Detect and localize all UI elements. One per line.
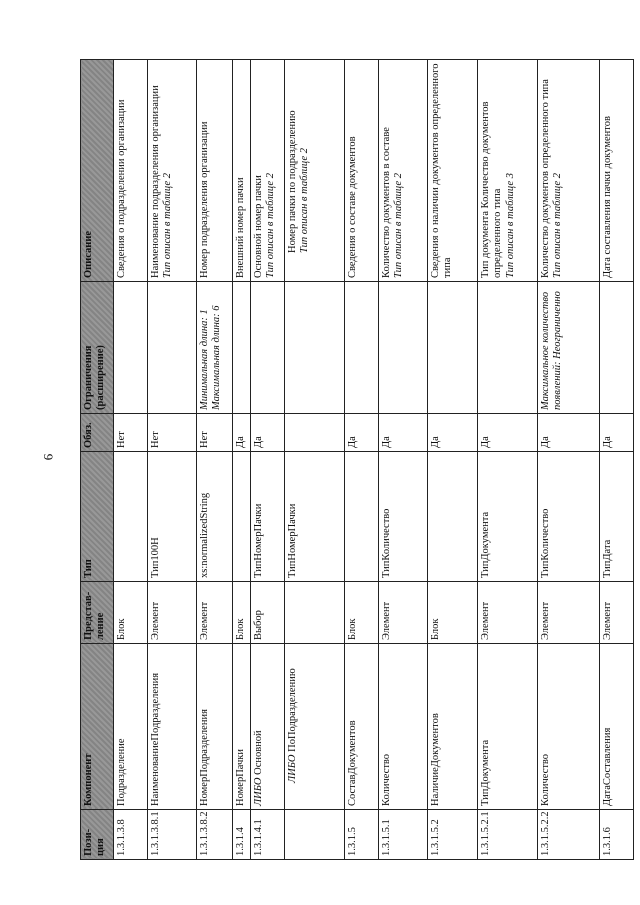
constraint-max-length: Максимальная длина: 6 xyxy=(211,305,223,410)
cell-constraints xyxy=(114,282,148,414)
cell-type: xs:normalizedString xyxy=(197,452,233,582)
cell-position: 1.3.1.4 xyxy=(233,810,251,860)
table-row xyxy=(233,60,251,860)
table-header-row xyxy=(81,60,114,860)
cell-required xyxy=(285,414,345,452)
cell-representation: Блок xyxy=(233,582,251,644)
specification-table xyxy=(80,59,634,860)
cell-representation: Элемент xyxy=(379,582,428,644)
cell-representation: Элемент xyxy=(538,582,600,644)
component-name: ПоПодразделению xyxy=(287,668,298,752)
description-text: Сведения о наличии документов определенного типа xyxy=(430,63,454,278)
cell-description xyxy=(345,60,379,282)
cell-representation: Элемент xyxy=(600,582,634,644)
cell-constraints xyxy=(233,282,251,414)
cell-representation: Элемент xyxy=(197,582,233,644)
header-required: Обяз. xyxy=(81,414,114,452)
cell-position xyxy=(285,810,345,860)
header-description: Описание xyxy=(81,60,114,282)
cell-position: 1.3.1.5.2 xyxy=(428,810,478,860)
cell-type xyxy=(345,452,379,582)
header-type: Тип xyxy=(81,452,114,582)
table-row xyxy=(428,60,478,860)
cell-position: 1.3.1.6 xyxy=(600,810,634,860)
table-row xyxy=(197,60,233,860)
cell-position: 1.3.1.3.8 xyxy=(114,810,148,860)
table-row xyxy=(148,60,197,860)
page-number: 9 xyxy=(41,453,56,461)
cell-constraints xyxy=(379,282,428,414)
cell-required: Да xyxy=(478,414,538,452)
cell-representation: Элемент xyxy=(478,582,538,644)
table-row xyxy=(379,60,428,860)
cell-description xyxy=(379,60,428,282)
component-prefix: ЛИБО xyxy=(253,777,264,806)
description-text: Количество документов определенного типа xyxy=(540,79,551,278)
description-note: Тип описан в таблице 3 xyxy=(504,173,516,278)
cell-representation: Блок xyxy=(345,582,379,644)
cell-component: Подразделение xyxy=(114,644,148,810)
constraint-min-length: Минимальная длина: 1 xyxy=(199,309,210,410)
cell-type: ТипКоличество xyxy=(538,452,600,582)
cell-required: Да xyxy=(251,414,285,452)
table-row xyxy=(285,60,345,860)
description-text: Наименование подразделения организации xyxy=(150,85,161,278)
cell-position: 1.3.1.5.2.1 xyxy=(478,810,538,860)
cell-constraints xyxy=(428,282,478,414)
cell-type: ТипКоличество xyxy=(379,452,428,582)
cell-description xyxy=(114,60,148,282)
cell-component: НаличиеДокументов xyxy=(428,644,478,810)
cell-position: 1.3.1.3.8.1 xyxy=(148,810,197,860)
cell-required: Да xyxy=(538,414,600,452)
cell-component: НаименованиеПодразделения xyxy=(148,644,197,810)
description-text: Сведения о составе документов xyxy=(347,136,358,278)
cell-required: Да xyxy=(233,414,251,452)
document-sheet xyxy=(80,60,613,860)
cell-type: ТипДата xyxy=(600,452,634,582)
cell-required: Да xyxy=(428,414,478,452)
cell-position: 1.3.1.3.8.2 xyxy=(197,810,233,860)
cell-constraints xyxy=(600,282,634,414)
description-text: Сведения о подразделении организации xyxy=(116,99,127,278)
component-prefix: ЛИБО xyxy=(287,754,298,783)
cell-component xyxy=(251,644,285,810)
cell-required: Да xyxy=(379,414,428,452)
cell-position: 1.3.1.4.1 xyxy=(251,810,285,860)
cell-representation: Выбор xyxy=(251,582,285,644)
description-text: Количество документов в составе xyxy=(381,127,392,278)
cell-description xyxy=(538,60,600,282)
cell-required: Да xyxy=(600,414,634,452)
description-note: Тип описан в таблице 2 xyxy=(265,173,277,278)
table-row xyxy=(114,60,148,860)
cell-position: 1.3.1.5.2.2 xyxy=(538,810,600,860)
cell-representation: Элемент xyxy=(148,582,197,644)
cell-description xyxy=(233,60,251,282)
cell-constraints: Максимальное количество появлений: Неограниченно xyxy=(538,282,600,414)
description-note: Тип описан в таблице 2 xyxy=(299,148,311,253)
cell-component: СоставДокументов xyxy=(345,644,379,810)
cell-type: ТипДокумента xyxy=(478,452,538,582)
cell-required: Нет xyxy=(197,414,233,452)
cell-type: ТипНомерПачки xyxy=(251,452,285,582)
description-note: Тип описан в таблице 2 xyxy=(162,173,174,278)
cell-representation: Блок xyxy=(428,582,478,644)
header-position: Пози-ция xyxy=(81,810,114,860)
description-text: Основной номер пачки xyxy=(253,175,264,278)
cell-constraints xyxy=(251,282,285,414)
cell-component: НомерПачки xyxy=(233,644,251,810)
header-component: Компонент xyxy=(81,644,114,810)
table-row xyxy=(538,60,600,860)
cell-type xyxy=(428,452,478,582)
cell-required: Нет xyxy=(148,414,197,452)
cell-constraints xyxy=(478,282,538,414)
description-text: Номер подразделения организации xyxy=(199,121,210,278)
table-row xyxy=(600,60,634,860)
table-row xyxy=(478,60,538,860)
cell-description xyxy=(478,60,538,282)
cell-description xyxy=(600,60,634,282)
cell-component xyxy=(285,644,345,810)
cell-representation xyxy=(285,582,345,644)
cell-type xyxy=(114,452,148,582)
cell-representation: Блок xyxy=(114,582,148,644)
description-text: Тип документа Количество документов определенного типа xyxy=(480,101,504,278)
cell-component: ДатаСоставления xyxy=(600,644,634,810)
cell-type: ТипНомерПачки xyxy=(285,452,345,582)
cell-description xyxy=(285,60,345,282)
description-text: Дата составления пачки документов xyxy=(602,116,613,278)
header-constraints: Ограничения (расширение) xyxy=(81,282,114,414)
cell-component: Количество xyxy=(379,644,428,810)
header-representation: Представ-ление xyxy=(81,582,114,644)
cell-required: Нет xyxy=(114,414,148,452)
cell-type xyxy=(233,452,251,582)
cell-position: 1.3.1.5.1 xyxy=(379,810,428,860)
rotated-table-wrapper xyxy=(80,60,613,860)
cell-required: Да xyxy=(345,414,379,452)
table-row xyxy=(345,60,379,860)
cell-description xyxy=(251,60,285,282)
cell-constraints xyxy=(285,282,345,414)
component-name: Основной xyxy=(253,730,264,775)
description-note: Тип описан в таблице 2 xyxy=(552,173,564,278)
cell-component: НомерПодразделения xyxy=(197,644,233,810)
cell-description xyxy=(197,60,233,282)
cell-type: Тип100Н xyxy=(148,452,197,582)
cell-constraints xyxy=(148,282,197,414)
cell-component: Количество xyxy=(538,644,600,810)
description-text: Номер пачки по подразделению xyxy=(287,110,298,253)
cell-component: ТипДокумента xyxy=(478,644,538,810)
cell-constraints xyxy=(345,282,379,414)
cell-constraints xyxy=(197,282,233,414)
description-text: Внешний номер пачки xyxy=(235,177,246,278)
description-note: Тип описан в таблице 2 xyxy=(393,173,405,278)
cell-position: 1.3.1.5 xyxy=(345,810,379,860)
cell-description xyxy=(148,60,197,282)
cell-description xyxy=(428,60,478,282)
table-row xyxy=(251,60,285,860)
